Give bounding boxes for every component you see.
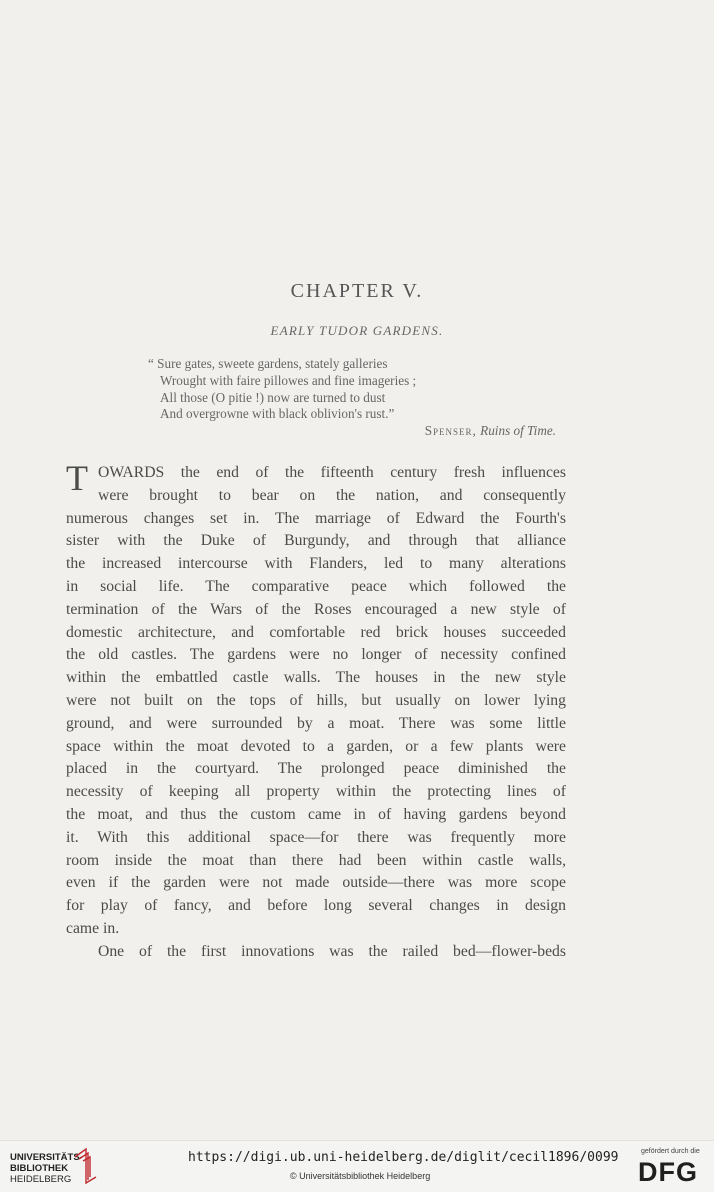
text-line: the increased intercourse with Flanders, led to many alterations: [66, 555, 566, 573]
text-line: were not built on the tops of hills, but usually on lower lying: [66, 691, 566, 709]
dfg-logo[interactable]: DFG: [638, 1157, 698, 1187]
epigraph-author: Spenser,: [424, 423, 477, 438]
text-line: space within the moat devoted to a garden, or a few plants were: [66, 737, 566, 755]
text-line: necessity of keeping all property within the protecting lines of: [66, 783, 566, 801]
text-line: even if the garden were not made outside—there was more scope: [66, 874, 566, 892]
epigraph: [148, 356, 568, 423]
epigraph-line: Wrought with faire pillowes and fine imageries ;: [160, 372, 417, 388]
epigraph-line: “ Sure gates, sweete gardens, stately galleries: [148, 356, 388, 371]
library-name-line: UNIVERSITÄTS-: [10, 1152, 83, 1163]
viewer-footer: [0, 1140, 714, 1192]
text-line: termination of the Wars of the Roses encouraged a new style of: [66, 600, 566, 618]
text-line: within the embattled castle walls. The houses in the new style: [66, 669, 566, 687]
text-line: in social life. The comparative peace which followed the: [66, 577, 566, 595]
text-line: room inside the moat than there had been within castle walls,: [66, 851, 566, 869]
text-line: OWARDS the end of the fifteenth century fresh influences: [98, 464, 566, 481]
drop-cap: T: [66, 458, 88, 498]
library-name-line: BIBLIOTHEK: [10, 1163, 69, 1174]
text-line: came in.: [66, 919, 120, 937]
funding-note: gefördert durch die: [641, 1148, 700, 1155]
library-logo-icon: [72, 1147, 98, 1185]
text-line: were brought to bear on the nation, and consequently: [98, 486, 566, 504]
text-line: ground, and were surrounded by a moat. There was some little: [66, 714, 566, 732]
text-line: placed in the courtyard. The prolonged peace diminished the: [66, 760, 566, 778]
permalink-url[interactable]: https://digi.ub.uni-heidelberg.de/diglit/cecil1896/0099: [188, 1150, 619, 1165]
text-line: domestic architecture, and comfortable red brick houses succeeded: [66, 623, 566, 641]
text-line: the moat, and thus the custom came in of having gardens beyond: [66, 805, 566, 823]
copyright-notice: © Universitätsbibliothek Heidelberg: [290, 1171, 431, 1181]
text-line: for play of fancy, and before long several changes in design: [66, 897, 566, 915]
text-line: sister with the Duke of Burgundy, and through that alliance: [66, 532, 566, 550]
text-line: it. With this additional space—for there was frequently more: [66, 828, 566, 846]
text-line: the old castles. The gardens were no longer of necessity confined: [66, 646, 566, 664]
body-text: [66, 458, 566, 964]
text-line: One of the first innovations was the railed bed—flower-beds: [98, 942, 566, 960]
chapter-heading: CHAPTER V.: [290, 280, 424, 302]
epigraph-attribution: [425, 423, 556, 439]
epigraph-line: And overgrowne with black oblivion's rust.”: [160, 406, 395, 422]
text-line: numerous changes set in. The marriage of Edward the Fourth's: [66, 509, 566, 527]
chapter-subtitle: EARLY TUDOR GARDENS.: [270, 323, 444, 338]
epigraph-work: Ruins of Time.: [480, 423, 556, 438]
epigraph-line: All those (O pitie !) now are turned to dust: [160, 389, 386, 405]
library-name-line: HEIDELBERG: [10, 1174, 72, 1185]
